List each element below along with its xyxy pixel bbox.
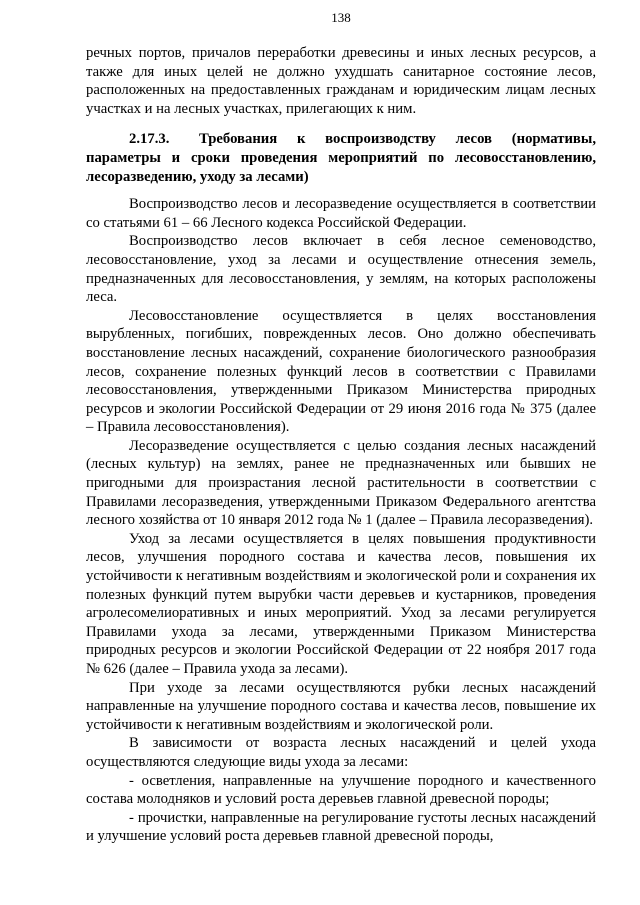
paragraph: Уход за лесами осуществляется в целях повышения продуктивности лесов, улучшения породного состава и качества лесов, повышения их устойчивости к негативным воздействиям и экологической роли и сохранения их полезных функций путем вырубки части деревьев и кустарников, проведения агролесомелиоративных и иных мероприятий. Уход за лесами регулируется Правилами ухода за лесами, утвержденными Приказом Министерства природных ресурсов и экологии Российской Федерации от 22 ноября 2017 года № 626 (далее – Правила ухода за лесами).	[86, 530, 596, 677]
section-number: 2.17.3.	[129, 131, 170, 148]
list-item: - прочистки, направленные на регулирование густоты лесных насаждений и улучшение условий роста деревьев главной древесной породы,	[86, 809, 596, 845]
section-title: Требования к воспроизводству лесов (нормативы, параметры и сроки проведения мероприятий по лесовосстановлению, лесоразведению, уходу за лесами)	[86, 131, 596, 185]
paragraph: Лесовосстановление осуществляется в целях восстановления вырубленных, погибших, поврежденных лесов. Оно должно обеспечивать восстановление лесных насаждений, сохранение биологического разнообразия лесов, сохранение полезных функций лесов в соответствии с Правилами лесовосстановления, утвержденными Приказом Министерства природных ресурсов и экологии Российской Федерации от 29 июня 2016 года № 375 (далее – Правила лесовосстановления).	[86, 307, 596, 436]
document-body	[86, 44, 596, 846]
paragraph-continuation: речных портов, причалов переработки древесины и иных лесных ресурсов, а также для иных целей не должно ухудшать санитарное состояние лесов, расположенных на предоставленных гражданам и юридическим лицам лесных участках и на лесных участках, прилегающих к ним.	[86, 45, 596, 117]
page-number: 138	[331, 10, 351, 25]
paragraph: В зависимости от возраста лесных насаждений и целей ухода осуществляются следующие виды ухода за лесами:	[86, 735, 596, 770]
paragraph: При уходе за лесами осуществляются рубки лесных насаждений направленные на улучшение породного состава и качества лесов, повышение их устойчивости к негативным воздействиям и экологической роли.	[86, 679, 596, 733]
paragraph: Воспроизводство лесов и лесоразведение осуществляется в соответствии со статьями 61 – 66 Лесного кодекса Российской Федерации.	[86, 196, 596, 231]
list-item: - осветления, направленные на улучшение породного и качественного состава молодняков и условий роста деревьев главной древесной породы;	[86, 772, 596, 808]
paragraph: Воспроизводство лесов включает в себя лесное семеноводство, лесовосстановление, уход за лесами и осуществление отнесения земель, предназначенных для лесовосстановления, у землям, на которых расположены леса.	[86, 233, 596, 306]
section-heading	[86, 130, 596, 186]
paragraph: Лесоразведение осуществляется с целью создания лесных насаждений (лесных культур) на землях, ранее не предназначенных или бывших не пригодными для произрастания лесной растительности в соответствии с Правилами лесоразведения, утвержденными Приказом Федерального агентства лесного хозяйства от 10 января 2012 года № 1 (далее – Правила лесоразведения).	[86, 437, 596, 529]
